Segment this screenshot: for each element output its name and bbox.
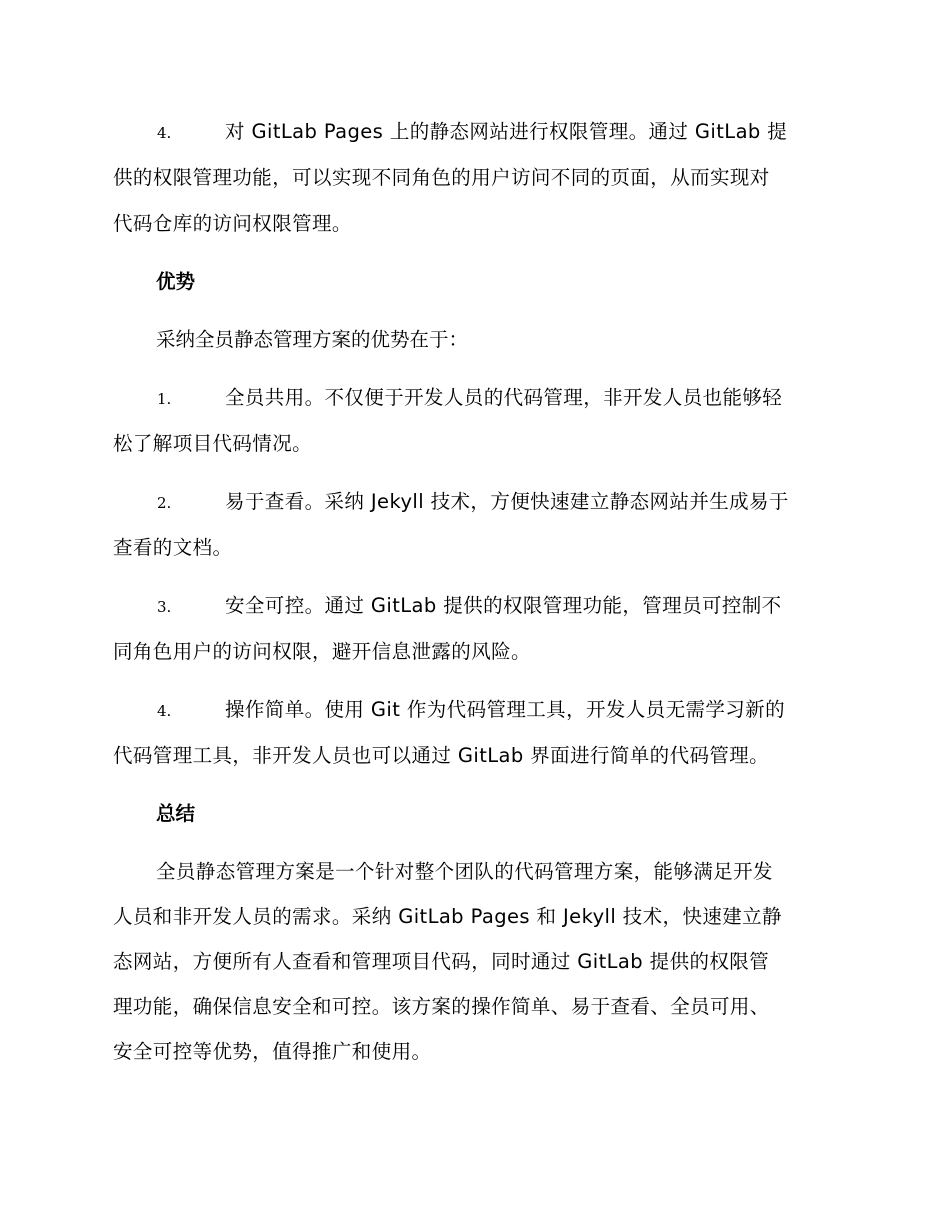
summary-paragraph xyxy=(113,849,835,1074)
paragraph-line: 态网站，方便所有人查看和管理项目代码，同时通过 GitLab 提供的权限管 xyxy=(113,950,770,973)
section-heading-summary: 总结 xyxy=(156,802,196,825)
list-number: 3. xyxy=(157,598,172,616)
section-heading-advantages: 优势 xyxy=(156,270,196,293)
paragraph-line: 全员静态管理方案是一个针对整个团队的代码管理方案，能够满足开发 xyxy=(156,860,773,883)
list-number: 1. xyxy=(157,390,172,408)
paragraph-line: 人员和非开发人员的需求。采纳 GitLab Pages 和 Jekyll 技术，快速建立静 xyxy=(113,905,782,928)
list-text-line: 对 GitLab Pages 上的静态网站进行权限管理。通过 GitLab 提 xyxy=(225,120,788,143)
list-item-permission-management xyxy=(113,109,835,247)
list-number: 2. xyxy=(157,494,172,512)
list-text-line: 易于查看。采纳 Jekyll 技术，方便快速建立静态网站并生成易于 xyxy=(225,490,789,513)
list-text-line: 全员共用。不仅便于开发人员的代码管理，非开发人员也能够轻 xyxy=(225,386,783,409)
list-text-line: 供的权限管理功能，可以实现不同角色的用户访问不同的页面，从而实现对 xyxy=(113,166,770,189)
list-item-advantage-2 xyxy=(113,479,835,571)
list-text-line: 代码仓库的访问权限管理。 xyxy=(113,212,352,235)
list-text-line: 松了解项目代码情况。 xyxy=(113,432,313,455)
paragraph-line: 理功能，确保信息安全和可控。该方案的操作简单、易于查看、全员可用、 xyxy=(113,995,770,1018)
list-text-line: 查看的文档。 xyxy=(113,536,233,559)
list-text-line: 操作简单。使用 Git 作为代码管理工具，开发人员无需学习新的 xyxy=(225,698,785,721)
list-text-line: 安全可控。通过 GitLab 提供的权限管理功能，管理员可控制不 xyxy=(225,594,782,617)
list-text-line: 代码管理工具，非开发人员也可以通过 GitLab 界面进行简单的代码管理。 xyxy=(113,744,770,767)
list-item-advantage-4 xyxy=(113,687,835,779)
list-text-line: 同角色用户的访问权限，避开信息泄露的风险。 xyxy=(113,640,531,663)
paragraph-line: 安全可控等优势，值得推广和使用。 xyxy=(113,1040,432,1063)
list-number: 4. xyxy=(157,702,172,720)
list-item-advantage-3 xyxy=(113,583,835,675)
advantages-intro: 采纳全员静态管理方案的优势在于： xyxy=(156,328,469,351)
list-item-advantage-1 xyxy=(113,375,835,467)
list-number: 4. xyxy=(157,124,172,142)
document-page xyxy=(113,109,835,1074)
